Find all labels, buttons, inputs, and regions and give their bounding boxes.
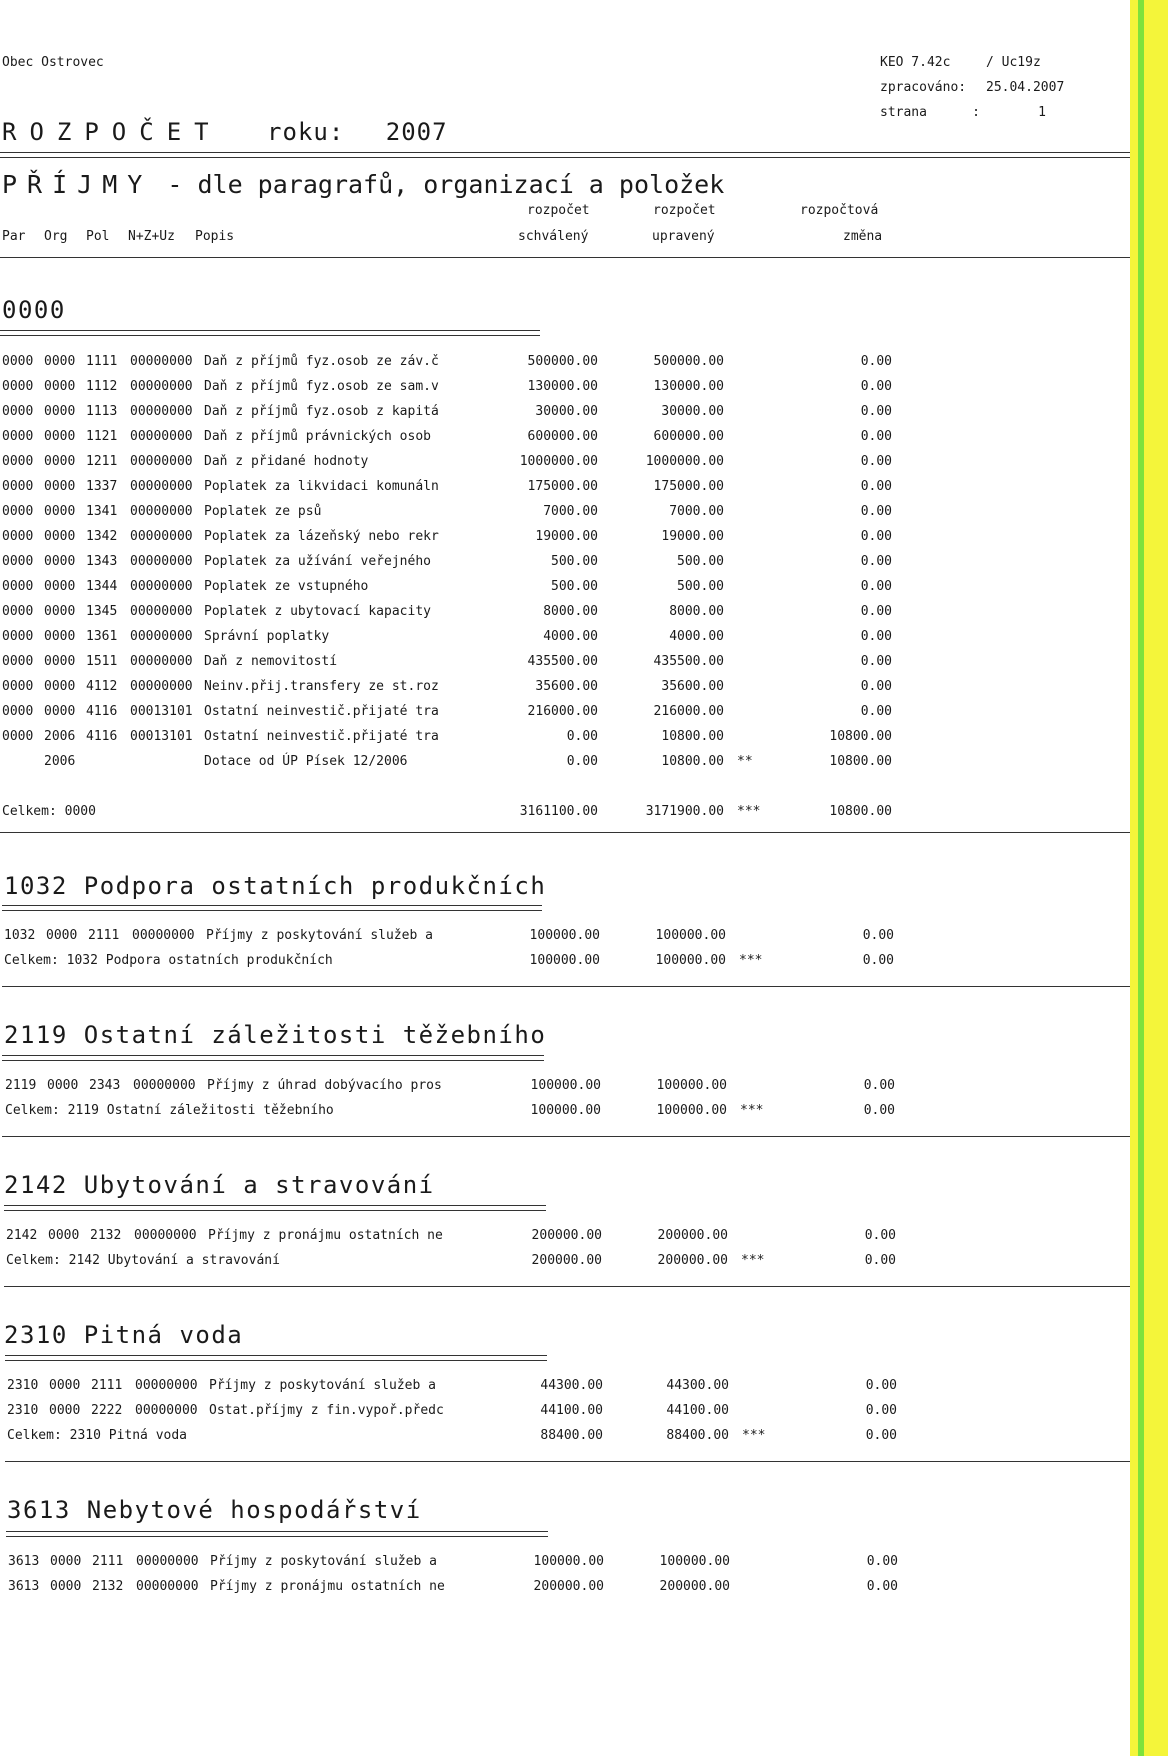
table-cell: 500.00 (677, 579, 724, 594)
table-cell: 30000.00 (535, 404, 598, 419)
table-cell: 600000.00 (653, 429, 724, 444)
table-cell: 0000 (44, 404, 76, 419)
col-org: Org (44, 229, 68, 244)
table-cell: 10800.00 (829, 729, 892, 744)
table-row (2, 704, 902, 724)
table-cell: 200000.00 (533, 1579, 604, 1594)
table-cell: 00000000 (130, 654, 193, 669)
table-cell: 0000 (2, 629, 34, 644)
section-title: 1032 Podpora ostatních produkčních (4, 872, 547, 900)
table-cell: 0.00 (860, 679, 892, 694)
table-cell: 2132 (90, 1228, 122, 1243)
software-code: / Uc19z (986, 55, 1041, 70)
table-cell: 3613 (8, 1554, 40, 1569)
table-cell: 435500.00 (527, 654, 598, 669)
table-cell: 0.00 (860, 704, 892, 719)
table-cell: 4112 (86, 679, 118, 694)
table-cell: 500.00 (677, 554, 724, 569)
table-cell: 0000 (44, 429, 76, 444)
table-cell: Ostatní neinvestič.přijaté tra (204, 729, 439, 744)
table-cell: Ostatní neinvestič.přijaté tra (204, 704, 439, 719)
table-row (8, 1579, 908, 1599)
title-year: 2007 (385, 118, 448, 146)
table-cell: 3171900.00 (645, 804, 724, 819)
table-cell: *** (740, 1103, 764, 1118)
table-cell: 2310 (7, 1378, 39, 1393)
table-cell: 0.00 (860, 554, 892, 569)
table-cell: 500.00 (551, 554, 598, 569)
table-cell: *** (737, 804, 761, 819)
table-cell: 00000000 (130, 604, 193, 619)
table-cell: 0000 (2, 579, 34, 594)
table-cell: 4116 (86, 729, 118, 744)
table-cell: 0000 (44, 354, 76, 369)
table-cell: 0000 (47, 1078, 79, 1093)
table-cell: 44300.00 (666, 1378, 729, 1393)
table-cell: 0000 (2, 504, 34, 519)
table-row (7, 1403, 907, 1423)
table-cell: 0.00 (860, 454, 892, 469)
table-cell: 0000 (2, 554, 34, 569)
table-cell: Celkem: 2142 Ubytování a stravování (6, 1253, 280, 1268)
table-cell: Příjmy z poskytování služeb a (209, 1378, 436, 1393)
section-total-row (6, 1253, 906, 1273)
table-cell: 8000.00 (543, 604, 598, 619)
table-cell: 4116 (86, 704, 118, 719)
table-cell: Poplatek ze vstupného (204, 579, 369, 594)
table-cell: 00000000 (130, 354, 193, 369)
table-cell: Celkem: 0000 (2, 804, 96, 819)
col-upraveny-bottom: upravený (652, 229, 715, 244)
table-row (5, 1078, 905, 1098)
section-title: 2142 Ubytování a stravování (4, 1171, 435, 1199)
table-cell: 500.00 (551, 579, 598, 594)
table-row (8, 1554, 908, 1574)
table-cell: 175000.00 (653, 479, 724, 494)
title-word: ROZPOČET (2, 118, 222, 146)
table-cell: 1345 (86, 604, 118, 619)
table-cell: 0000 (44, 554, 76, 569)
table-cell: 100000.00 (655, 928, 726, 943)
table-cell: 1111 (86, 354, 118, 369)
table-cell: 00000000 (130, 554, 193, 569)
table-row (2, 604, 902, 624)
software-line (880, 50, 1064, 75)
table-cell: 0000 (2, 404, 34, 419)
table-cell: 88400.00 (666, 1428, 729, 1443)
table-cell: 216000.00 (653, 704, 724, 719)
table-cell: 435500.00 (653, 654, 724, 669)
table-cell: 1341 (86, 504, 118, 519)
table-cell: 0.00 (865, 1378, 897, 1393)
table-cell: Příjmy z pronájmu ostatních ne (210, 1579, 445, 1594)
table-cell: 0.00 (860, 579, 892, 594)
section-end-rule (4, 1286, 1168, 1287)
table-cell: 00013101 (130, 729, 193, 744)
section-underline (2, 1055, 544, 1061)
processed-label: zpracováno: (880, 80, 967, 95)
table-cell: ** (737, 754, 753, 769)
table-cell: 130000.00 (527, 379, 598, 394)
table-cell: 0000 (2, 654, 34, 669)
table-cell: 0000 (50, 1554, 82, 1569)
table-cell: 0.00 (866, 1579, 898, 1594)
table-cell: Příjmy z poskytování služeb a (210, 1554, 437, 1569)
table-cell: 100000.00 (529, 953, 600, 968)
table-cell: 0000 (2, 379, 34, 394)
table-cell: 1342 (86, 529, 118, 544)
table-cell: 100000.00 (530, 1103, 601, 1118)
table-cell: Daň z příjmů fyz.osob ze sam.v (204, 379, 439, 394)
table-cell: 0.00 (860, 654, 892, 669)
table-cell: 100000.00 (530, 1078, 601, 1093)
table-row (2, 579, 902, 599)
table-cell: 0000 (2, 454, 34, 469)
table-cell: 35600.00 (661, 679, 724, 694)
table-cell: 0.00 (865, 1428, 897, 1443)
table-cell: 0000 (49, 1378, 81, 1393)
table-cell: 0.00 (566, 754, 598, 769)
header-rule (0, 257, 1168, 258)
table-cell: 44100.00 (666, 1403, 729, 1418)
scan-edge-yellow-band (1144, 0, 1168, 1756)
table-cell: 2222 (91, 1403, 123, 1418)
col-zmena-top: rozpočtová (800, 203, 879, 218)
table-cell: *** (739, 953, 763, 968)
table-cell: 1337 (86, 479, 118, 494)
section-underline (2, 905, 542, 911)
col-par: Par (2, 229, 26, 244)
table-cell: 10800.00 (661, 729, 724, 744)
table-cell: 0.00 (866, 1554, 898, 1569)
table-cell: Dotace od ÚP Písek 12/2006 (204, 754, 408, 769)
table-cell: 0000 (2, 604, 34, 619)
table-cell: 00000000 (130, 479, 193, 494)
table-cell: 0000 (44, 704, 76, 719)
table-cell: 200000.00 (657, 1228, 728, 1243)
table-cell: 500000.00 (527, 354, 598, 369)
table-cell: 100000.00 (533, 1554, 604, 1569)
table-cell: 0000 (44, 654, 76, 669)
table-cell: Celkem: 1032 Podpora ostatních produkčních (4, 953, 333, 968)
table-cell: 100000.00 (655, 953, 726, 968)
table-cell: 1000000.00 (645, 454, 724, 469)
table-cell: 1121 (86, 429, 118, 444)
table-cell: 2142 (6, 1228, 38, 1243)
table-cell: 175000.00 (527, 479, 598, 494)
table-cell: 2111 (91, 1378, 123, 1393)
table-cell: 00000000 (130, 454, 193, 469)
section-underline (5, 1355, 547, 1361)
table-cell: *** (741, 1253, 765, 1268)
table-cell: Celkem: 2119 Ostatní záležitosti těžebního (5, 1103, 334, 1118)
table-cell: 00013101 (130, 704, 193, 719)
table-cell: 3161100.00 (519, 804, 598, 819)
table-cell: 2006 (44, 729, 76, 744)
organization-name: Obec Ostrovec (2, 55, 104, 70)
table-row (2, 529, 902, 549)
col-pol: Pol (86, 229, 110, 244)
table-cell: 2006 (44, 754, 76, 769)
table-cell: 1361 (86, 629, 118, 644)
table-row (2, 504, 902, 524)
table-row (2, 654, 902, 674)
table-cell: 00000000 (130, 429, 193, 444)
table-cell: Poplatek za likvidaci komunáln (204, 479, 439, 494)
table-cell: 0000 (49, 1403, 81, 1418)
title-divider (0, 152, 1158, 158)
table-row (2, 379, 902, 399)
table-cell: 4000.00 (669, 629, 724, 644)
table-row (2, 454, 902, 474)
table-cell: 0000 (44, 504, 76, 519)
table-cell: Neinv.přij.transfery ze st.roz (204, 679, 439, 694)
table-cell: 0.00 (862, 953, 894, 968)
table-cell: 00000000 (132, 928, 195, 943)
table-row (2, 404, 902, 424)
table-cell: 88400.00 (540, 1428, 603, 1443)
section-title: 0000 (2, 296, 66, 324)
section-title: 3613 Nebytové hospodářství (7, 1496, 422, 1524)
table-cell: 7000.00 (543, 504, 598, 519)
table-cell: 0000 (44, 604, 76, 619)
page-subtitle (2, 170, 724, 199)
section-title: 2310 Pitná voda (4, 1321, 244, 1349)
subtitle-rest: - dle paragrafů, organizací a položek (167, 170, 725, 199)
section-total-row (5, 1103, 905, 1123)
table-cell: 0000 (48, 1228, 80, 1243)
table-cell: Poplatek z ubytovací kapacity (204, 604, 431, 619)
table-cell: 4000.00 (543, 629, 598, 644)
table-cell: 10800.00 (661, 754, 724, 769)
table-cell: 0000 (44, 629, 76, 644)
table-row (2, 754, 902, 774)
table-cell: 0000 (2, 429, 34, 444)
table-cell: 00000000 (130, 529, 193, 544)
table-cell: 0.00 (860, 379, 892, 394)
table-cell: 2310 (7, 1403, 39, 1418)
title-year-label: roku: (267, 118, 345, 146)
table-cell: 2132 (92, 1579, 124, 1594)
table-cell: 0000 (2, 704, 34, 719)
table-cell: 0000 (2, 479, 34, 494)
table-cell: 3613 (8, 1579, 40, 1594)
table-cell: 00000000 (135, 1403, 198, 1418)
table-cell: 00000000 (130, 579, 193, 594)
page-title (2, 118, 448, 146)
table-cell: 0000 (2, 529, 34, 544)
table-cell: Poplatek za užívání veřejného (204, 554, 431, 569)
section-total-row (2, 804, 902, 824)
table-cell: 10800.00 (829, 754, 892, 769)
processed-date: 25.04.2007 (986, 80, 1065, 95)
scan-edge-yellow-stripe (1130, 0, 1138, 1756)
table-cell: 35600.00 (535, 679, 598, 694)
section-underline (6, 1531, 548, 1537)
processed-line (880, 75, 1064, 100)
table-cell: 0.00 (860, 604, 892, 619)
table-cell: Daň z nemovitostí (204, 654, 338, 669)
section-title: 2119 Ostatní záležitosti těžebního (4, 1021, 547, 1049)
table-cell: Poplatek ze psů (204, 504, 322, 519)
section-end-rule (2, 1136, 1168, 1137)
table-cell: 0.00 (860, 629, 892, 644)
table-cell: 0000 (44, 579, 76, 594)
table-cell: 100000.00 (529, 928, 600, 943)
table-row (4, 928, 904, 948)
table-cell: 1211 (86, 454, 118, 469)
table-cell: 44300.00 (540, 1378, 603, 1393)
table-cell: 0000 (44, 479, 76, 494)
table-cell: 8000.00 (669, 604, 724, 619)
table-cell: 200000.00 (531, 1253, 602, 1268)
table-cell: 130000.00 (653, 379, 724, 394)
table-cell: 200000.00 (659, 1579, 730, 1594)
table-cell: 0.00 (865, 1403, 897, 1418)
table-cell: 2343 (89, 1078, 121, 1093)
section-total-row (4, 953, 904, 973)
table-cell: Ostat.příjmy z fin.vypoř.předc (209, 1403, 444, 1418)
table-cell: 1343 (86, 554, 118, 569)
col-upraveny-top: rozpočet (653, 203, 716, 218)
table-cell: 0.00 (862, 928, 894, 943)
table-cell: Příjmy z pronájmu ostatních ne (208, 1228, 443, 1243)
table-cell: 0.00 (860, 404, 892, 419)
table-cell: 2111 (92, 1554, 124, 1569)
table-cell: 0.00 (863, 1103, 895, 1118)
report-meta (880, 50, 1064, 125)
page-number: 1 (1038, 105, 1046, 120)
table-cell: 0000 (44, 454, 76, 469)
table-row (2, 629, 902, 649)
table-cell: Poplatek za lázeňský nebo rekr (204, 529, 439, 544)
table-cell: 00000000 (130, 379, 193, 394)
table-cell: 00000000 (136, 1554, 199, 1569)
table-cell: 44100.00 (540, 1403, 603, 1418)
table-cell: 19000.00 (535, 529, 598, 544)
table-row (2, 479, 902, 499)
table-cell: 0000 (46, 928, 78, 943)
table-cell: 216000.00 (527, 704, 598, 719)
table-cell: 0000 (44, 529, 76, 544)
table-row (2, 429, 902, 449)
table-cell: 00000000 (130, 404, 193, 419)
table-cell: 100000.00 (659, 1554, 730, 1569)
table-cell: Daň z příjmů právnických osob (204, 429, 431, 444)
table-cell: 30000.00 (661, 404, 724, 419)
table-cell: 600000.00 (527, 429, 598, 444)
table-cell: Daň z příjmů fyz.osob z kapitá (204, 404, 439, 419)
table-cell: 1112 (86, 379, 118, 394)
table-cell: 0.00 (860, 354, 892, 369)
table-row (2, 354, 902, 374)
col-nzu: N+Z+Uz (128, 229, 175, 244)
section-total-row (7, 1428, 907, 1448)
table-cell: 1000000.00 (519, 454, 598, 469)
section-end-rule (0, 832, 1168, 833)
table-cell: 00000000 (134, 1228, 197, 1243)
table-cell: 1511 (86, 654, 118, 669)
page-line (880, 100, 1064, 125)
section-end-rule (5, 1461, 1168, 1462)
software-label: KEO 7.42c (880, 55, 951, 70)
section-underline (0, 330, 540, 336)
table-cell: 00000000 (130, 629, 193, 644)
col-popis: Popis (195, 229, 235, 244)
table-cell: 00000000 (130, 679, 193, 694)
section-end-rule (2, 986, 1168, 987)
table-cell: 1113 (86, 404, 118, 419)
table-cell: 2111 (88, 928, 120, 943)
table-cell: 0000 (50, 1579, 82, 1594)
table-cell: 1032 (4, 928, 36, 943)
table-cell: 0.00 (860, 429, 892, 444)
table-cell: 2119 (5, 1078, 37, 1093)
table-cell: 200000.00 (531, 1228, 602, 1243)
table-cell: Příjmy z poskytování služeb a (206, 928, 433, 943)
table-row (6, 1228, 906, 1248)
col-zmena-bottom: změna (843, 229, 883, 244)
table-cell: 0.00 (860, 504, 892, 519)
table-cell: 0000 (2, 354, 34, 369)
table-row (7, 1378, 907, 1398)
col-schvaleny-top: rozpočet (527, 203, 590, 218)
table-cell: 00000000 (130, 504, 193, 519)
table-cell: Příjmy z úhrad dobývacího pros (207, 1078, 442, 1093)
table-cell: 0.00 (566, 729, 598, 744)
table-row (2, 679, 902, 699)
table-cell: 00000000 (135, 1378, 198, 1393)
table-cell: 10800.00 (829, 804, 892, 819)
table-cell: 00000000 (136, 1579, 199, 1594)
subtitle-word: PŘÍJMY (2, 170, 153, 199)
table-cell: Daň z příjmů fyz.osob ze záv.č (204, 354, 439, 369)
table-cell: Celkem: 2310 Pitná voda (7, 1428, 188, 1443)
table-cell: 0000 (44, 679, 76, 694)
col-schvaleny-bottom: schválený (518, 229, 589, 244)
section-underline (4, 1205, 546, 1211)
table-cell: 100000.00 (656, 1103, 727, 1118)
table-cell: Správní poplatky (204, 629, 330, 644)
page-colon: : (972, 105, 980, 120)
table-cell: 200000.00 (657, 1253, 728, 1268)
table-cell: 1344 (86, 579, 118, 594)
table-cell: 19000.00 (661, 529, 724, 544)
table-cell: 0.00 (863, 1078, 895, 1093)
table-cell: Daň z přidané hodnoty (204, 454, 369, 469)
table-cell: 0.00 (860, 529, 892, 544)
table-cell: 00000000 (133, 1078, 196, 1093)
table-cell: 0.00 (864, 1253, 896, 1268)
table-cell: 0000 (2, 679, 34, 694)
table-row (2, 729, 902, 749)
table-cell: 0.00 (864, 1228, 896, 1243)
table-cell: 7000.00 (669, 504, 724, 519)
table-cell: 0000 (2, 729, 34, 744)
table-cell: 500000.00 (653, 354, 724, 369)
table-cell: 0.00 (860, 479, 892, 494)
table-cell: 100000.00 (656, 1078, 727, 1093)
page-label: strana (880, 105, 927, 120)
table-cell: 0000 (44, 379, 76, 394)
table-cell: *** (742, 1428, 766, 1443)
table-row (2, 554, 902, 574)
